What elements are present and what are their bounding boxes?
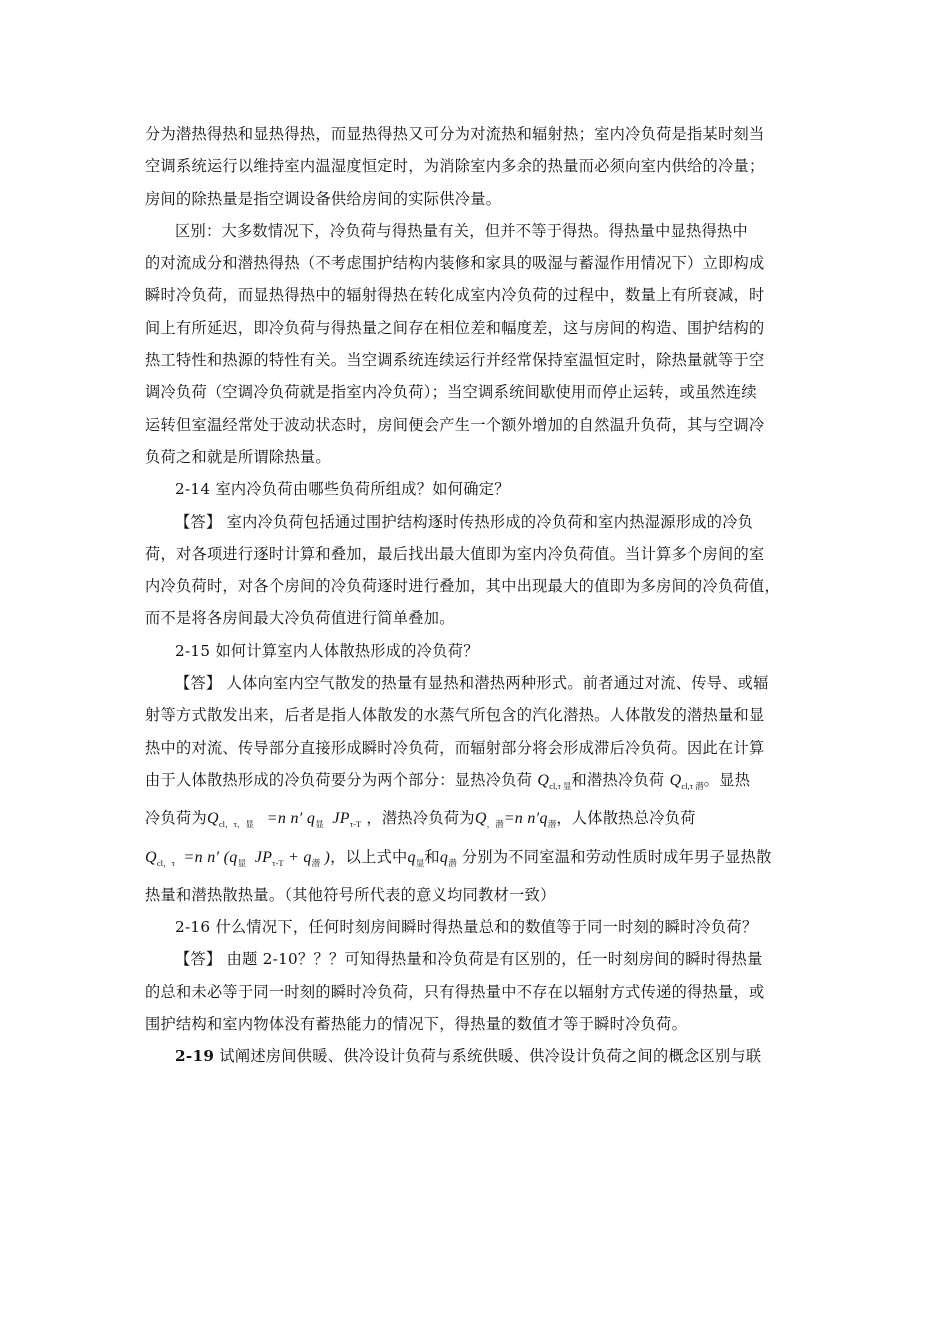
formula-latent-cooling-load: $Q_{,潜}=n$ $n'q_潜$ xyxy=(474,810,557,830)
text-line: 调冷负荷（空调冷负荷就是指室内冷负荷）；当空调系统间歇使用而停止运转，或虽然连续 xyxy=(145,383,757,402)
question-text: 2-15 如何计算室内人体散热形成的冷负荷？ xyxy=(175,641,479,660)
formula-q-sensible-symbol: $q_显$ xyxy=(407,848,425,868)
document-page xyxy=(145,118,810,1073)
text-line: 【答】 由题 2-10？？？可知得热量和冷负荷是有区别的，任一时刻房间的瞬时得热量 xyxy=(175,950,763,969)
text-line: 的对流成分和潜热得热（不考虑围护结构内装修和家具的吸湿与蓄湿作用情况下）立即构成 xyxy=(145,254,765,273)
text-line-with-formula xyxy=(145,802,810,840)
text-line: 间上有所延迟，即冷负荷与得热量之间存在相位差和幅度差，这与房间的构造、围护结构的 xyxy=(145,318,765,337)
text-line: 热中的对流、传导部分直接形成瞬时冷负荷，而辐射部分将会形成滞后冷负荷。因此在计算 xyxy=(145,738,765,757)
question-text: 试阐述房间供暖、供冷设计负荷与系统供暖、供冷设计负荷之间的概念区别与联 xyxy=(214,1047,762,1066)
text-line: 围护结构和室内物体没有蓄热能力的情况下，得热量的数值才等于瞬时冷负荷。 xyxy=(145,1015,688,1034)
formula-sensible-cooling-load: $Q_{cl,\tau,显}$ =n n′ $q_显$ $JP_{\tau-T}$ xyxy=(206,810,362,830)
question-text: 2-16 什么情况下，任何时刻房间瞬时得热量总和的数值等于同一时刻的瞬时冷负荷？ xyxy=(175,918,758,937)
question-text: 2-14 室内冷负荷由哪些负荷所组成？如何确定？ xyxy=(175,480,510,499)
text-fragment: 和潜热冷负荷 xyxy=(571,770,670,789)
text-line: 【答】 室内冷负荷包括通过围护结构逐时传热形成的冷负荷和室内热湿源形成的冷负 xyxy=(175,512,754,531)
question-2-15 xyxy=(145,635,810,667)
formula-total-cooling-load: $Q_{cl,\tau} =n$ n′ ($q_显$ $JP_{\tau-T} + q_潜$ ) xyxy=(145,848,331,868)
text-line: 内冷负荷时，对各个房间的冷负荷逐时进行叠加，其中出现最大的值即为多房间的冷负荷值， xyxy=(145,577,780,596)
text-line-with-formula xyxy=(145,841,810,879)
text-line: 运转但室温经常处于波动状态时，房间便会产生一个额外增加的自然温升负荷，其与空调冷 xyxy=(145,415,765,434)
formula-q-sensible: $Q_{cl,\tau 显}$ xyxy=(537,771,572,791)
text-fragment: 由于人体散热形成的冷负荷要分为两个部分：显热冷负荷 xyxy=(145,770,538,789)
text-fragment: 和 xyxy=(424,847,440,866)
text-line: 射等方式散发出来，后者是指人体散发的水蒸气所包含的汽化潜热。人体散发的潜热量和显 xyxy=(145,706,765,725)
text-fragment: ，潜热冷负荷为 xyxy=(366,809,475,828)
text-line: 区别：大多数情况下，冷负荷与得热量有关，但并不等于得热。得热量中显热得热中 xyxy=(175,221,749,240)
paragraph-difference xyxy=(145,215,810,473)
text-fragment: ，人体散热总冷负荷 xyxy=(556,809,696,828)
answer-2-14 xyxy=(145,506,810,635)
text-line: 【答】 人体向室内空气散发的热量有显热和潜热两种形式。前者通过对流、传导、或辐 xyxy=(175,674,769,693)
question-2-16 xyxy=(145,911,810,943)
question-2-14 xyxy=(145,473,810,505)
question-2-19 xyxy=(145,1040,810,1072)
text-fragment: 。显热 xyxy=(703,770,751,789)
text-line-with-formula xyxy=(145,764,810,802)
question-line xyxy=(145,1040,810,1072)
text-fragment: 分别为不同室温和劳动性质时成年男子显热散 xyxy=(461,847,772,866)
text-fragment: 冷负荷为 xyxy=(145,809,207,828)
question-number: 2-19 xyxy=(175,1047,215,1066)
text-line: 的总和未必等于同一时刻的瞬时冷负荷，只有得热量中不存在以辐射方式传递的得热量，或 xyxy=(145,982,765,1001)
text-line: 空调系统运行以维持室内温湿度恒定时，为消除室内多余的热量而必须向室内供给的冷量； xyxy=(145,157,765,176)
text-line: 负荷之和就是所谓除热量。 xyxy=(145,447,331,466)
text-fragment: ，以上式中 xyxy=(330,847,408,866)
text-line: 荷，对各项进行逐时计算和叠加，最后找出最大值即为室内冷负荷值。当计算多个房间的室 xyxy=(145,544,765,563)
answer-2-15 xyxy=(145,667,810,911)
formula-q-latent-symbol: $q_潜$ xyxy=(439,848,457,868)
text-line: 房间的除热量是指空调设备供给房间的实际供冷量。 xyxy=(145,189,502,208)
paragraph-definitions xyxy=(145,118,810,215)
answer-2-16 xyxy=(145,943,810,1040)
text-line: 瞬时冷负荷，而显热得热中的辐射得热在转化成室内冷负荷的过程中，数量上有所衰减，时 xyxy=(145,286,765,305)
text-line: 分为潜热得热和显热得热，而显热得热又可分为对流热和辐射热；室内冷负荷是指某时刻当 xyxy=(145,125,765,143)
formula-q-latent: $Q_{cl,\tau 潜}$ xyxy=(669,771,704,791)
text-line: 而不是将各房间最大冷负荷值进行简单叠加。 xyxy=(145,609,455,628)
text-line: 热工特性和热源的特性有关。当空调系统连续运行并经常保持室温恒定时，除热量就等于空 xyxy=(145,351,765,370)
text-line: 热量和潜热散热量。（其他符号所代表的意义均同教材一致） xyxy=(145,885,556,904)
